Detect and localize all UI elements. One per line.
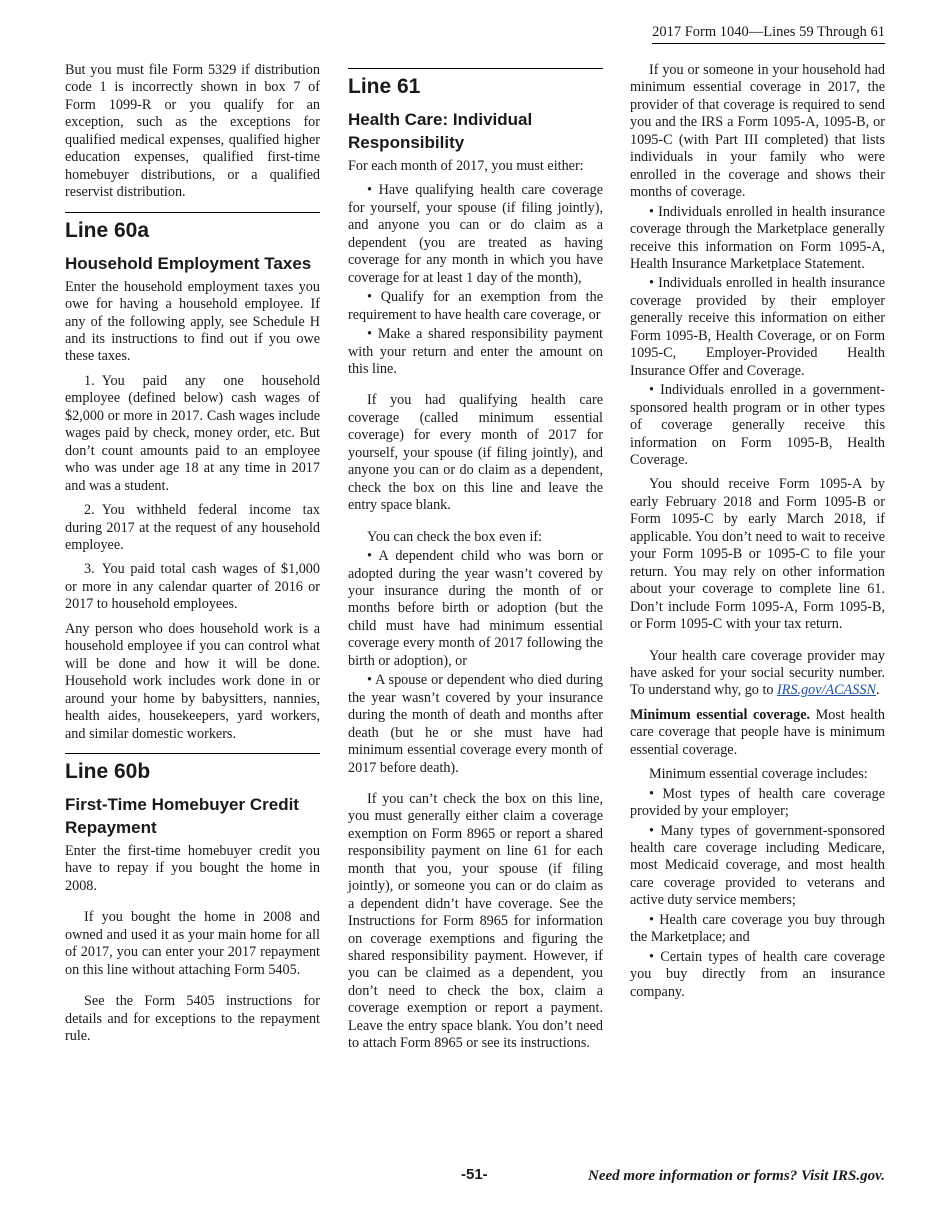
- line-60b-paragraph: If you bought the home in 2008 and owned and used it as your main home for all of 2017, you can enter your 2017 repayment on this line without attaching Form 5405.: [65, 909, 320, 978]
- line-61-paragraph: If you had qualifying health care coverage (called minimum essential coverage) for every month of 2017 for yourself, your spouse (if filing jointly), and anyone you can or do claim as a dependent, check the box on this line and leave the entry space blank.: [348, 392, 603, 514]
- running-header: 2017 Form 1040—Lines 59 Through 61: [652, 24, 885, 44]
- coverage-paragraph: Minimum essential coverage includes:: [649, 766, 868, 783]
- bullet-item: • Most types of health care coverage provided by your employer;: [630, 785, 885, 820]
- bullet-item: • Many types of government-sponsored health care coverage including Medicare, most Medicaid coverage, and most health care coverage provided to veterans and active duty service members;: [630, 822, 885, 909]
- numbered-item: 1. You paid any one household employee (defined below) cash wages of $2,000 or more in 2017. Cash wages include wages paid by check, money order, etc. But don’t count amounts paid to an employee who was under age 18 at any time in 2017 and was a student.: [65, 372, 320, 494]
- line-60a-paragraph: Enter the household employment taxes you owe for having a household employee. If any of the following apply, see Schedule H and its instructions to find out if you owe these taxes.: [65, 278, 320, 365]
- bullet-item: • Qualify for an exemption from the requirement to have health care coverage, or: [348, 289, 603, 323]
- coverage-paragraph: Your health care coverage provider may have asked for your social security number. To understand why, go to IRS.gov/ACASSN.: [630, 647, 885, 699]
- bullet-item: • Certain types of health care coverage you buy directly from an insurance company.: [630, 948, 885, 1000]
- line-61-paragraph: You can check the box even if:: [367, 528, 543, 545]
- line-61-paragraph: For each month of 2017, you must either:: [348, 158, 584, 174]
- line-60b-paragraph: Enter the first-time homebuyer credit you have to repay if you bought the home in 2008.: [65, 842, 320, 894]
- line-61-heading: Line 61: [348, 75, 421, 98]
- line-60b-paragraph: See the Form 5405 instructions for details and for exceptions to the repayment rule.: [65, 993, 320, 1045]
- line-61-subheading: Health Care: Individual Responsibility: [348, 110, 533, 152]
- section-divider: [65, 212, 320, 213]
- irs-acassn-link[interactable]: IRS.gov/ACASSN: [777, 682, 876, 699]
- household-employee-definition: Any person who does household work is a household employee if you can control what will be done and how it will be done. Household work includes work done in or around your home by babysitters, nannies, health aides, housekeepers, yard workers, and similar domestic workers.: [65, 620, 320, 742]
- minimum-essential-paragraph: [630, 707, 885, 759]
- section-divider: [65, 753, 320, 754]
- section-divider: [348, 68, 603, 69]
- bullet-item: • A dependent child who was born or adopted during the year wasn’t covered by your insurance during the month of or months before birth or adoption (but the child must have had minimum essential coverage every month of 2017 following the birth or adoption), or: [348, 548, 603, 669]
- bullet-item: • Individuals enrolled in a government-sponsored health program or in other types of coverage generally receive this information on Form 1095-B, Health Coverage.: [630, 382, 885, 468]
- column-1: [65, 62, 320, 1052]
- line-61-paragraph: If you can’t check the box on this line, you must generally either claim a coverage exemption on Form 8965 or report a shared responsibility payment on line 61 for each month that you, your spouse (if filing jointly), or someone you can or do claim as a dependent didn’t have coverage. See the Instructions for Form 8965 for information on coverage exemptions and figuring the shared responsibility payment. However, if you can be claimed as a dependent, you don’t need to check the box, claim a coverage exemption or report a payment. Leave the entry space blank. You don’t need to attach Form 8965 or see its instructions.: [348, 790, 603, 1052]
- bullet-item: • Individuals enrolled in health insurance coverage through the Marketplace generally receive this information on Form 1095-A, Health Insurance Marketplace Statement.: [630, 203, 885, 272]
- line-60b-heading: Line 60b: [65, 759, 151, 783]
- coverage-paragraph: You should receive Form 1095-A by early February 2018 and Form 1095-B or Form 1095-C by early March 2018, if applicable. You don’t need to wait to receive your Form 1095-B or 1095-C to file your return. You may rely on other information about your coverage to complete line 61. Don’t include Form 1095-A, Form 1095-B, or Form 1095-C with your tax return.: [630, 476, 885, 633]
- bullet-item: • Health care coverage you buy through the Marketplace; and: [630, 911, 885, 946]
- coverage-paragraph: If you or someone in your household had minimum essential coverage in 2017, the provider of that coverage is required to send you and the IRS a Form 1095-A, 1095-B, or 1095-C (with Part III completed) that lists individuals in your family who were enrolled in the coverage and shows their months of coverage.: [630, 62, 885, 201]
- intro-paragraph: But you must file Form 5329 if distribution code 1 is incorrectly shown in box 7 of Form 1099-R or you qualify for an exception, such as the exceptions for qualified medical expenses, qualified higher education expenses, qualified first-time homebuyer distributions, or a qualified reservist distribution.: [65, 62, 320, 201]
- provider-text: Your health care coverage provider may have asked for your social security number. To understand why, go to: [630, 647, 885, 699]
- bullet-item: • Individuals enrolled in health insurance coverage provided by their employer generally receive this information on either Form 1095-B, Health Coverage, or on Form 1095-C, Employer-Provided Health Insurance Offer and Coverage.: [630, 275, 885, 379]
- bullet-item: • Have qualifying health care coverage for yourself, your spouse (if filing jointly), and anyone you can or do claim as a dependent (you are treated as having coverage for any month in which you have coverage for at least 1 day of the month),: [348, 182, 603, 286]
- line-60b-subheading: First-Time Homebuyer Credit Repayment: [65, 794, 299, 837]
- numbered-item: 2. You withheld federal income tax during 2017 at the request of any household employee.: [65, 502, 320, 553]
- minimum-essential-text: Most health care coverage that people have is minimum essential coverage.: [630, 706, 885, 758]
- page-number: -51-: [461, 1166, 488, 1183]
- minimum-essential-label: Minimum essential coverage.: [630, 706, 811, 723]
- column-2: [348, 62, 603, 1060]
- numbered-item: 3. You paid total cash wages of $1,000 or more in any calendar quarter of 2016 or 2017 to household employees.: [65, 561, 320, 613]
- line-60a-subheading: Household Employment Taxes: [65, 253, 312, 273]
- column-3: [630, 62, 885, 1003]
- line-60a-heading: Line 60a: [65, 218, 150, 242]
- footer-note: Need more information or forms? Visit IRS.gov.: [588, 1168, 885, 1184]
- bullet-item: • A spouse or dependent who died during the year wasn’t covered by your insurance during the month of death and months after death (but he or she must have had minimum essential coverage every month of 2017 before death).: [348, 672, 603, 776]
- bullet-item: • Make a shared responsibility payment with your return and enter the amount on this line.: [348, 326, 603, 377]
